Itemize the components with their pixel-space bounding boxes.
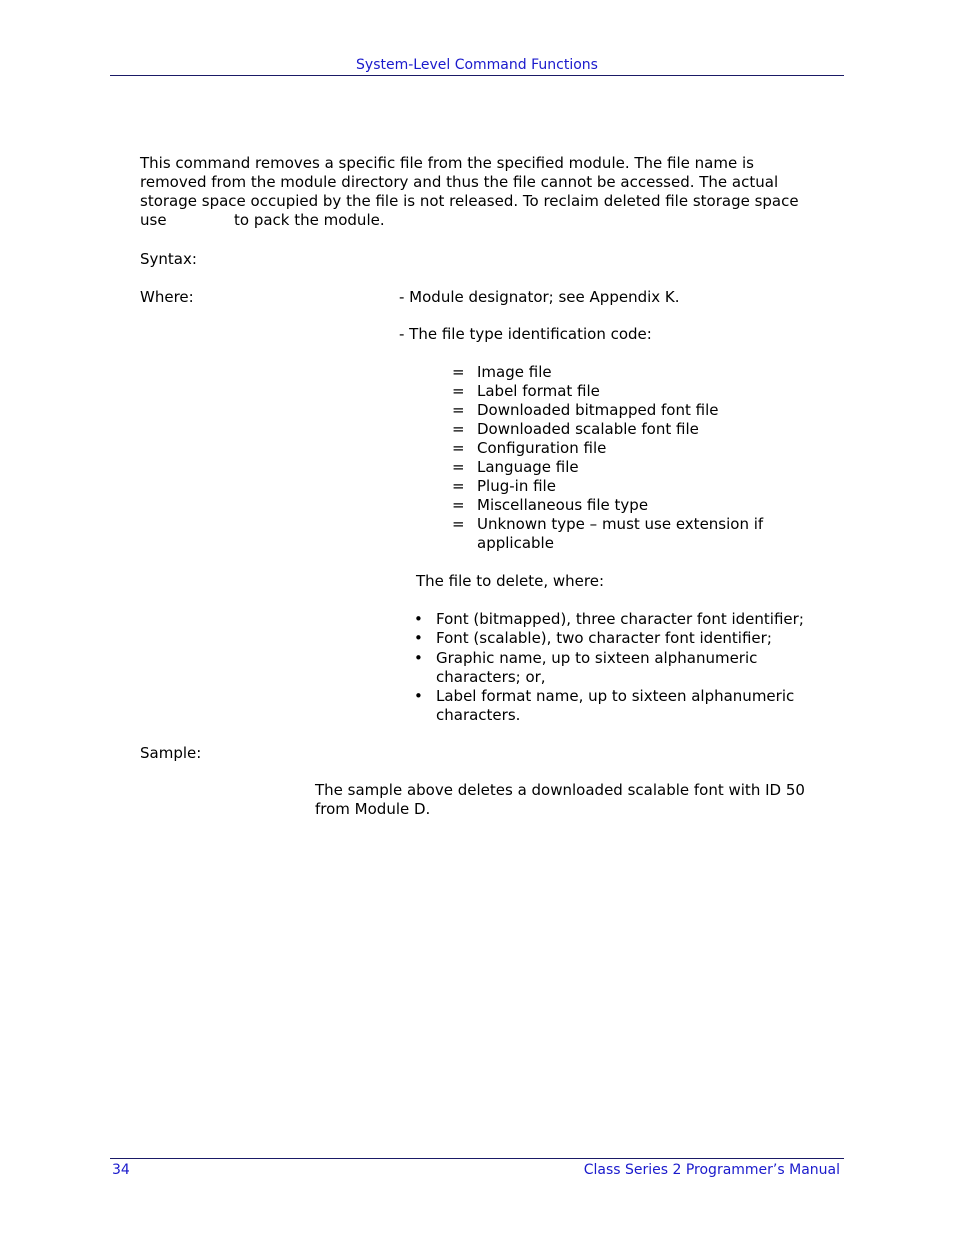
bullet-glyph: • (414, 687, 423, 705)
filetype-item: Configuration file (477, 439, 607, 457)
equals-sign: = (452, 515, 465, 533)
equals-sign: = (452, 496, 465, 514)
header-rule (110, 75, 844, 76)
sample-note-line: The sample above deletes a downloaded scalable font with ID 50 (315, 781, 805, 799)
sample-label: Sample: (140, 744, 202, 762)
equals-sign: = (452, 477, 465, 495)
bullet-item: Label format name, up to sixteen alphanumeric (436, 687, 795, 705)
description-line: removed from the module directory and thus the file cannot be accessed. The actual (140, 173, 779, 191)
bullet-item-continuation: characters; or, (436, 668, 546, 686)
bullet-glyph: • (414, 649, 423, 667)
sample-note-line: from Module D. (315, 800, 431, 818)
filetype-item: Language file (477, 458, 579, 476)
bullet-item: Graphic name, up to sixteen alphanumeric (436, 649, 758, 667)
bullet-item-continuation: characters. (436, 706, 521, 724)
filetype-item: Downloaded scalable font file (477, 420, 699, 438)
bullet-item: Font (bitmapped), three character font identifier; (436, 610, 804, 628)
filetype-item: Plug-in file (477, 477, 556, 495)
where-label: Where: (140, 288, 194, 306)
bullet-glyph: • (414, 610, 423, 628)
manual-title: Class Series 2 Programmer’s Manual (583, 1162, 840, 1178)
syntax-label: Syntax: (140, 250, 197, 268)
equals-sign: = (452, 401, 465, 419)
filetype-item-continuation: applicable (477, 534, 554, 552)
description-line: storage space occupied by the file is not released. To reclaim deleted file storage space (140, 192, 799, 210)
file-description: The file to delete, where: (416, 572, 605, 590)
filetype-item: Label format file (477, 382, 600, 400)
filetype-item: Unknown type – must use extension if (477, 515, 764, 533)
bullet-glyph: • (414, 629, 423, 647)
running-header: System-Level Command Functions (356, 57, 598, 73)
page-number: 34 (112, 1162, 130, 1178)
equals-sign: = (452, 382, 465, 400)
equals-sign: = (452, 458, 465, 476)
filetype-item: Image file (477, 363, 552, 381)
equals-sign: = (452, 363, 465, 381)
description-line: This command removes a specific file from the specified module. The file name is (140, 154, 754, 172)
filetype-item: Downloaded bitmapped font file (477, 401, 719, 419)
filetype-description: - The file type identification code: (399, 325, 652, 343)
module-description: - Module designator; see Appendix K. (399, 288, 680, 306)
description-use-tail: to pack the module. (234, 211, 385, 229)
footer-rule (110, 1158, 844, 1159)
description-use-word: use (140, 211, 167, 229)
equals-sign: = (452, 420, 465, 438)
filetype-item: Miscellaneous file type (477, 496, 649, 514)
bullet-item: Font (scalable), two character font identifier; (436, 629, 772, 647)
equals-sign: = (452, 439, 465, 457)
